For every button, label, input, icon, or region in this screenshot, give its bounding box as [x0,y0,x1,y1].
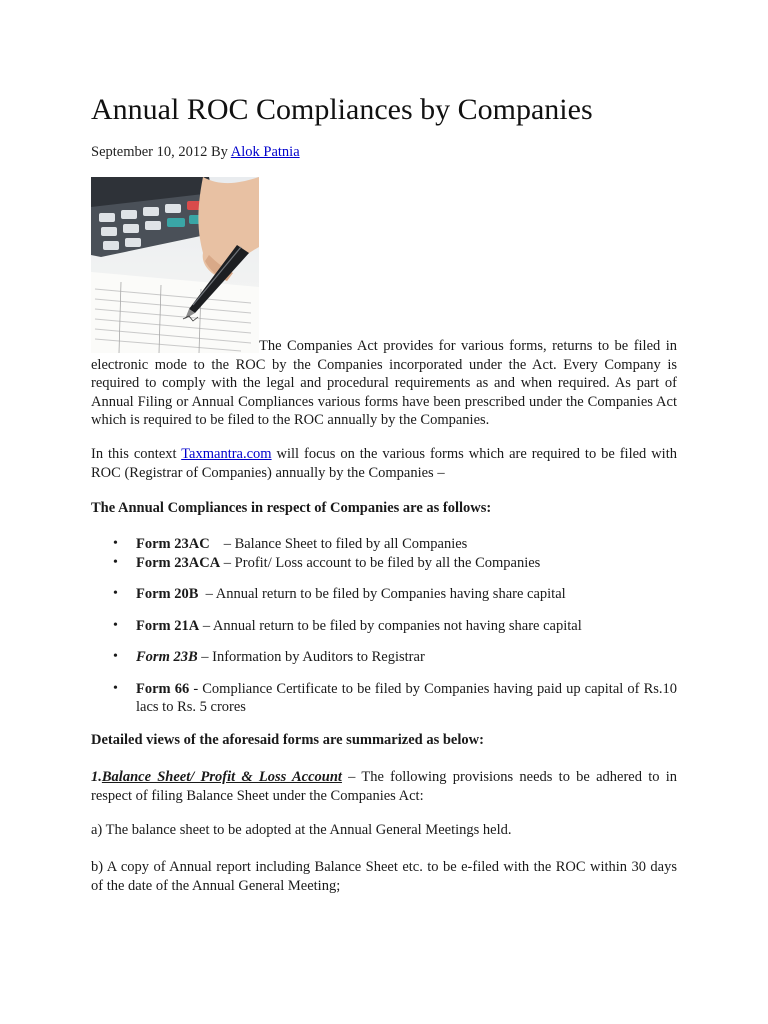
author-link[interactable]: Alok Patnia [230,144,300,160]
point-a: a) The balance sheet to be adopted at the Annual General Meetings held. [91,822,512,838]
section-1-paragraph: 1.Balance Sheet/ Profit & Loss Account – The following provisions needs to be adhered to in respect of filing Balance Sheet under the Companies Act: [91,769,677,804]
section-1-title: Balance Sheet/ Profit & Loss Account [101,769,342,785]
intro-paragraph [91,337,677,430]
taxmantra-link[interactable]: Taxmantra.com [181,446,272,462]
details-heading: Detailed views of the aforesaid forms are summarized as below: [91,732,484,748]
list-item: • Form 21A – Annual return to be filed by companies not having share capital [91,617,677,636]
intro-text: The Companies Act provides for various forms, returns to be filed in electronic mode to the ROC by the Companies incorporated under the Act. Every Company is required to comply with the legal and procedural requirements as and when required. As part of Annual Filing or Annual Compliances various forms have been prescribed under the Companies Act which is required to be filed to the ROC annually by the Companies. [91,338,677,428]
forms-list [91,535,677,717]
list-item: • Form 23ACA – Profit/ Loss account to be filed by all the Companies [91,554,677,573]
list-item: • Form 20B – Annual return to be filed by Companies having share capital [91,585,677,604]
list-item: • Form 23AC – Balance Sheet to filed by all Companies [91,535,677,554]
calculator-pen-image [91,177,259,353]
context-paragraph: In this context Taxmantra.com will focus on the various forms which are required to be filed with ROC (Registrar of Companies) annually by the Companies – [91,446,677,481]
date-byline: September 10, 2012 By [91,144,231,160]
article-meta [91,143,300,162]
point-b: b) A copy of Annual report including Balance Sheet etc. to be e-filed with the ROC within 30 days of the date of the Annual General Meeting; [91,859,677,894]
article-title: Annual ROC Compliances by Companies [91,93,593,126]
list-item: • Form 66 - Compliance Certificate to be filed by Companies having paid up capital of Rs.10 lacs to Rs. 5 crores [91,680,677,717]
list-item: • Form 23B – Information by Auditors to Registrar [91,648,677,667]
compliances-heading: The Annual Compliances in respect of Companies are as follows: [91,500,492,516]
article-photo [91,177,259,353]
